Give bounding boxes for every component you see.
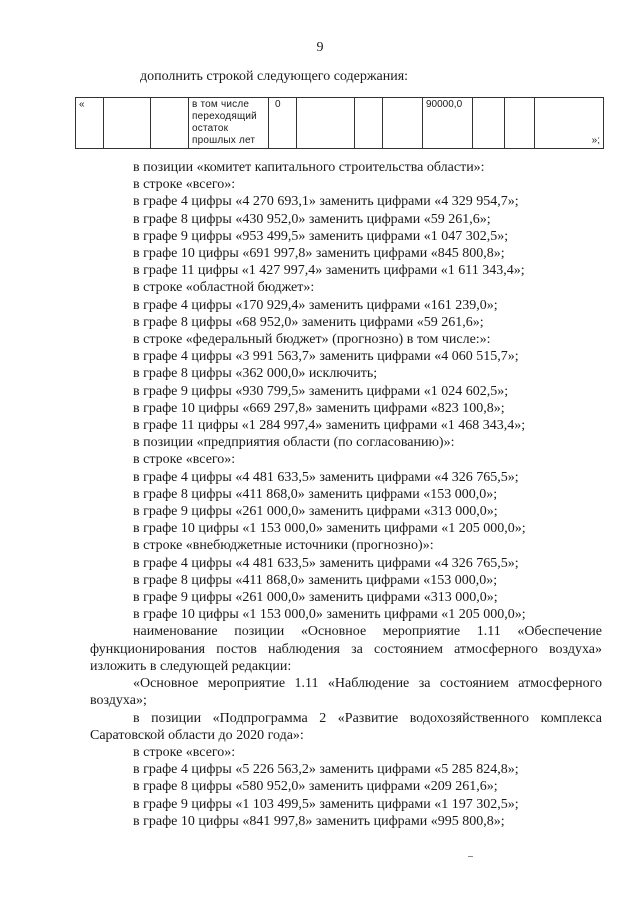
text-line: в графе 9 цифры «261 000,0» заменить цифрами «313 000,0»; xyxy=(133,504,498,520)
table-cell xyxy=(151,98,189,149)
text-line: в строке «всего»: xyxy=(133,452,236,468)
text-line: в графе 10 цифры «691 997,8» заменить цифрами «845 800,8»; xyxy=(133,246,505,262)
text-line: в графе 8 цифры «68 952,0» заменить цифрами «59 261,6»; xyxy=(133,314,484,330)
text-line: в строке «всего»: xyxy=(133,744,236,760)
text-line: в строке «областной бюджет»: xyxy=(133,280,315,296)
paragraph-line: Саратовской области до 2020 года»: xyxy=(90,727,304,743)
table-cell xyxy=(473,98,505,149)
table-cell xyxy=(104,98,151,149)
text-line: в графе 4 цифры «5 226 563,2» заменить цифрами «5 285 824,8»; xyxy=(133,762,519,778)
text-line: в графе 10 цифры «669 297,8» заменить цифрами «823 100,8»; xyxy=(133,400,505,416)
description-line: остаток xyxy=(192,123,229,134)
text-line: в графе 4 цифры «3 991 563,7» заменить цифрами «4 060 515,7»; xyxy=(133,349,519,365)
text-line: в графе 11 цифры «1 284 997,4» заменить цифрами «1 468 343,4»; xyxy=(133,418,526,434)
paragraph-line: «Основное мероприятие 1.11 «Наблюдение за состоянием атмосферного xyxy=(133,676,602,692)
text-line: в графе 4 цифры «170 929,4» заменить цифрами «161 239,0»; xyxy=(133,297,498,313)
table-cell xyxy=(297,98,355,149)
text-line: в строке «всего»: xyxy=(133,177,236,193)
page-number: 9 xyxy=(316,40,324,55)
inserted-row-table xyxy=(75,97,604,149)
text-line: в графе 9 цифры «930 799,5» заменить цифрами «1 024 602,5»; xyxy=(133,383,509,399)
text-line: в графе 8 цифры «411 868,0» заменить цифрами «153 000,0»; xyxy=(133,572,498,588)
text-line: в графе 10 цифры «1 153 000,0» заменить цифрами «1 205 000,0»; xyxy=(133,521,526,537)
text-line: в графе 4 цифры «4 270 693,1» заменить цифрами «4 329 954,7»; xyxy=(133,194,519,210)
description-line: прошлых лет xyxy=(192,135,256,146)
paragraph-line: в позиции «Подпрограмма 2 «Развитие водохозяйственного комплекса xyxy=(133,710,602,726)
table-cell xyxy=(355,98,383,149)
text-line: в графе 8 цифры «362 000,0» исключить; xyxy=(133,366,378,382)
text-line: в графе 4 цифры «4 481 633,5» заменить цифрами «4 326 765,5»; xyxy=(133,469,519,485)
paragraph-line: изложить в следующей редакции: xyxy=(90,658,292,674)
intro-text: дополнить строкой следующего содержания: xyxy=(140,69,409,84)
text-line: в графе 9 цифры «261 000,0» заменить цифрами «313 000,0»; xyxy=(133,590,498,606)
table-cell xyxy=(383,98,423,149)
text-line: в графе 11 цифры «1 427 997,4» заменить цифрами «1 611 343,4»; xyxy=(133,263,525,279)
paragraph-line: воздуха»; xyxy=(90,693,147,709)
open-quote-cell: « xyxy=(76,98,104,149)
text-line: в графе 9 цифры «1 103 499,5» заменить цифрами «1 197 302,5»; xyxy=(133,796,519,812)
text-line: в графе 10 цифры «1 153 000,0» заменить цифрами «1 205 000,0»; xyxy=(133,607,526,623)
document-body xyxy=(90,159,602,830)
paragraph-line: функционирования постов наблюдения за состоянием атмосферного воздуха» xyxy=(90,641,602,657)
value-amount-cell: 90000,0 xyxy=(423,98,473,149)
text-line: в графе 8 цифры «580 952,0» заменить цифрами «209 261,6»; xyxy=(133,779,498,795)
text-line: в графе 8 цифры «411 868,0» заменить цифрами «153 000,0»; xyxy=(133,486,498,502)
text-line: в позиции «комитет капитального строительства области»: xyxy=(133,160,485,175)
table-cell xyxy=(505,98,535,149)
text-line: в строке «внебюджетные источники (прогнозно)»: xyxy=(133,538,434,554)
description-line: переходящий xyxy=(192,111,257,122)
close-quote-cell: »; xyxy=(535,98,604,149)
text-line: в графе 9 цифры «953 499,5» заменить цифрами «1 047 302,5»; xyxy=(133,228,509,244)
scan-mark xyxy=(468,856,473,857)
description-line: в том числе xyxy=(192,99,250,110)
paragraph-line: наименование позиции «Основное мероприятие 1.11 «Обеспечение xyxy=(133,624,602,640)
description-cell xyxy=(189,98,269,149)
text-line: в позиции «предприятия области (по согласованию)»: xyxy=(133,435,455,451)
text-line: в графе 8 цифры «430 952,0» заменить цифрами «59 261,6»; xyxy=(133,211,491,227)
text-line: в графе 4 цифры «4 481 633,5» заменить цифрами «4 326 765,5»; xyxy=(133,555,519,571)
text-line: в графе 10 цифры «841 997,8» заменить цифрами «995 800,8»; xyxy=(133,813,505,829)
value-zero-cell: 0 xyxy=(269,98,297,149)
text-line: в строке «федеральный бюджет» (прогнозно) в том числе:»: xyxy=(133,332,491,348)
